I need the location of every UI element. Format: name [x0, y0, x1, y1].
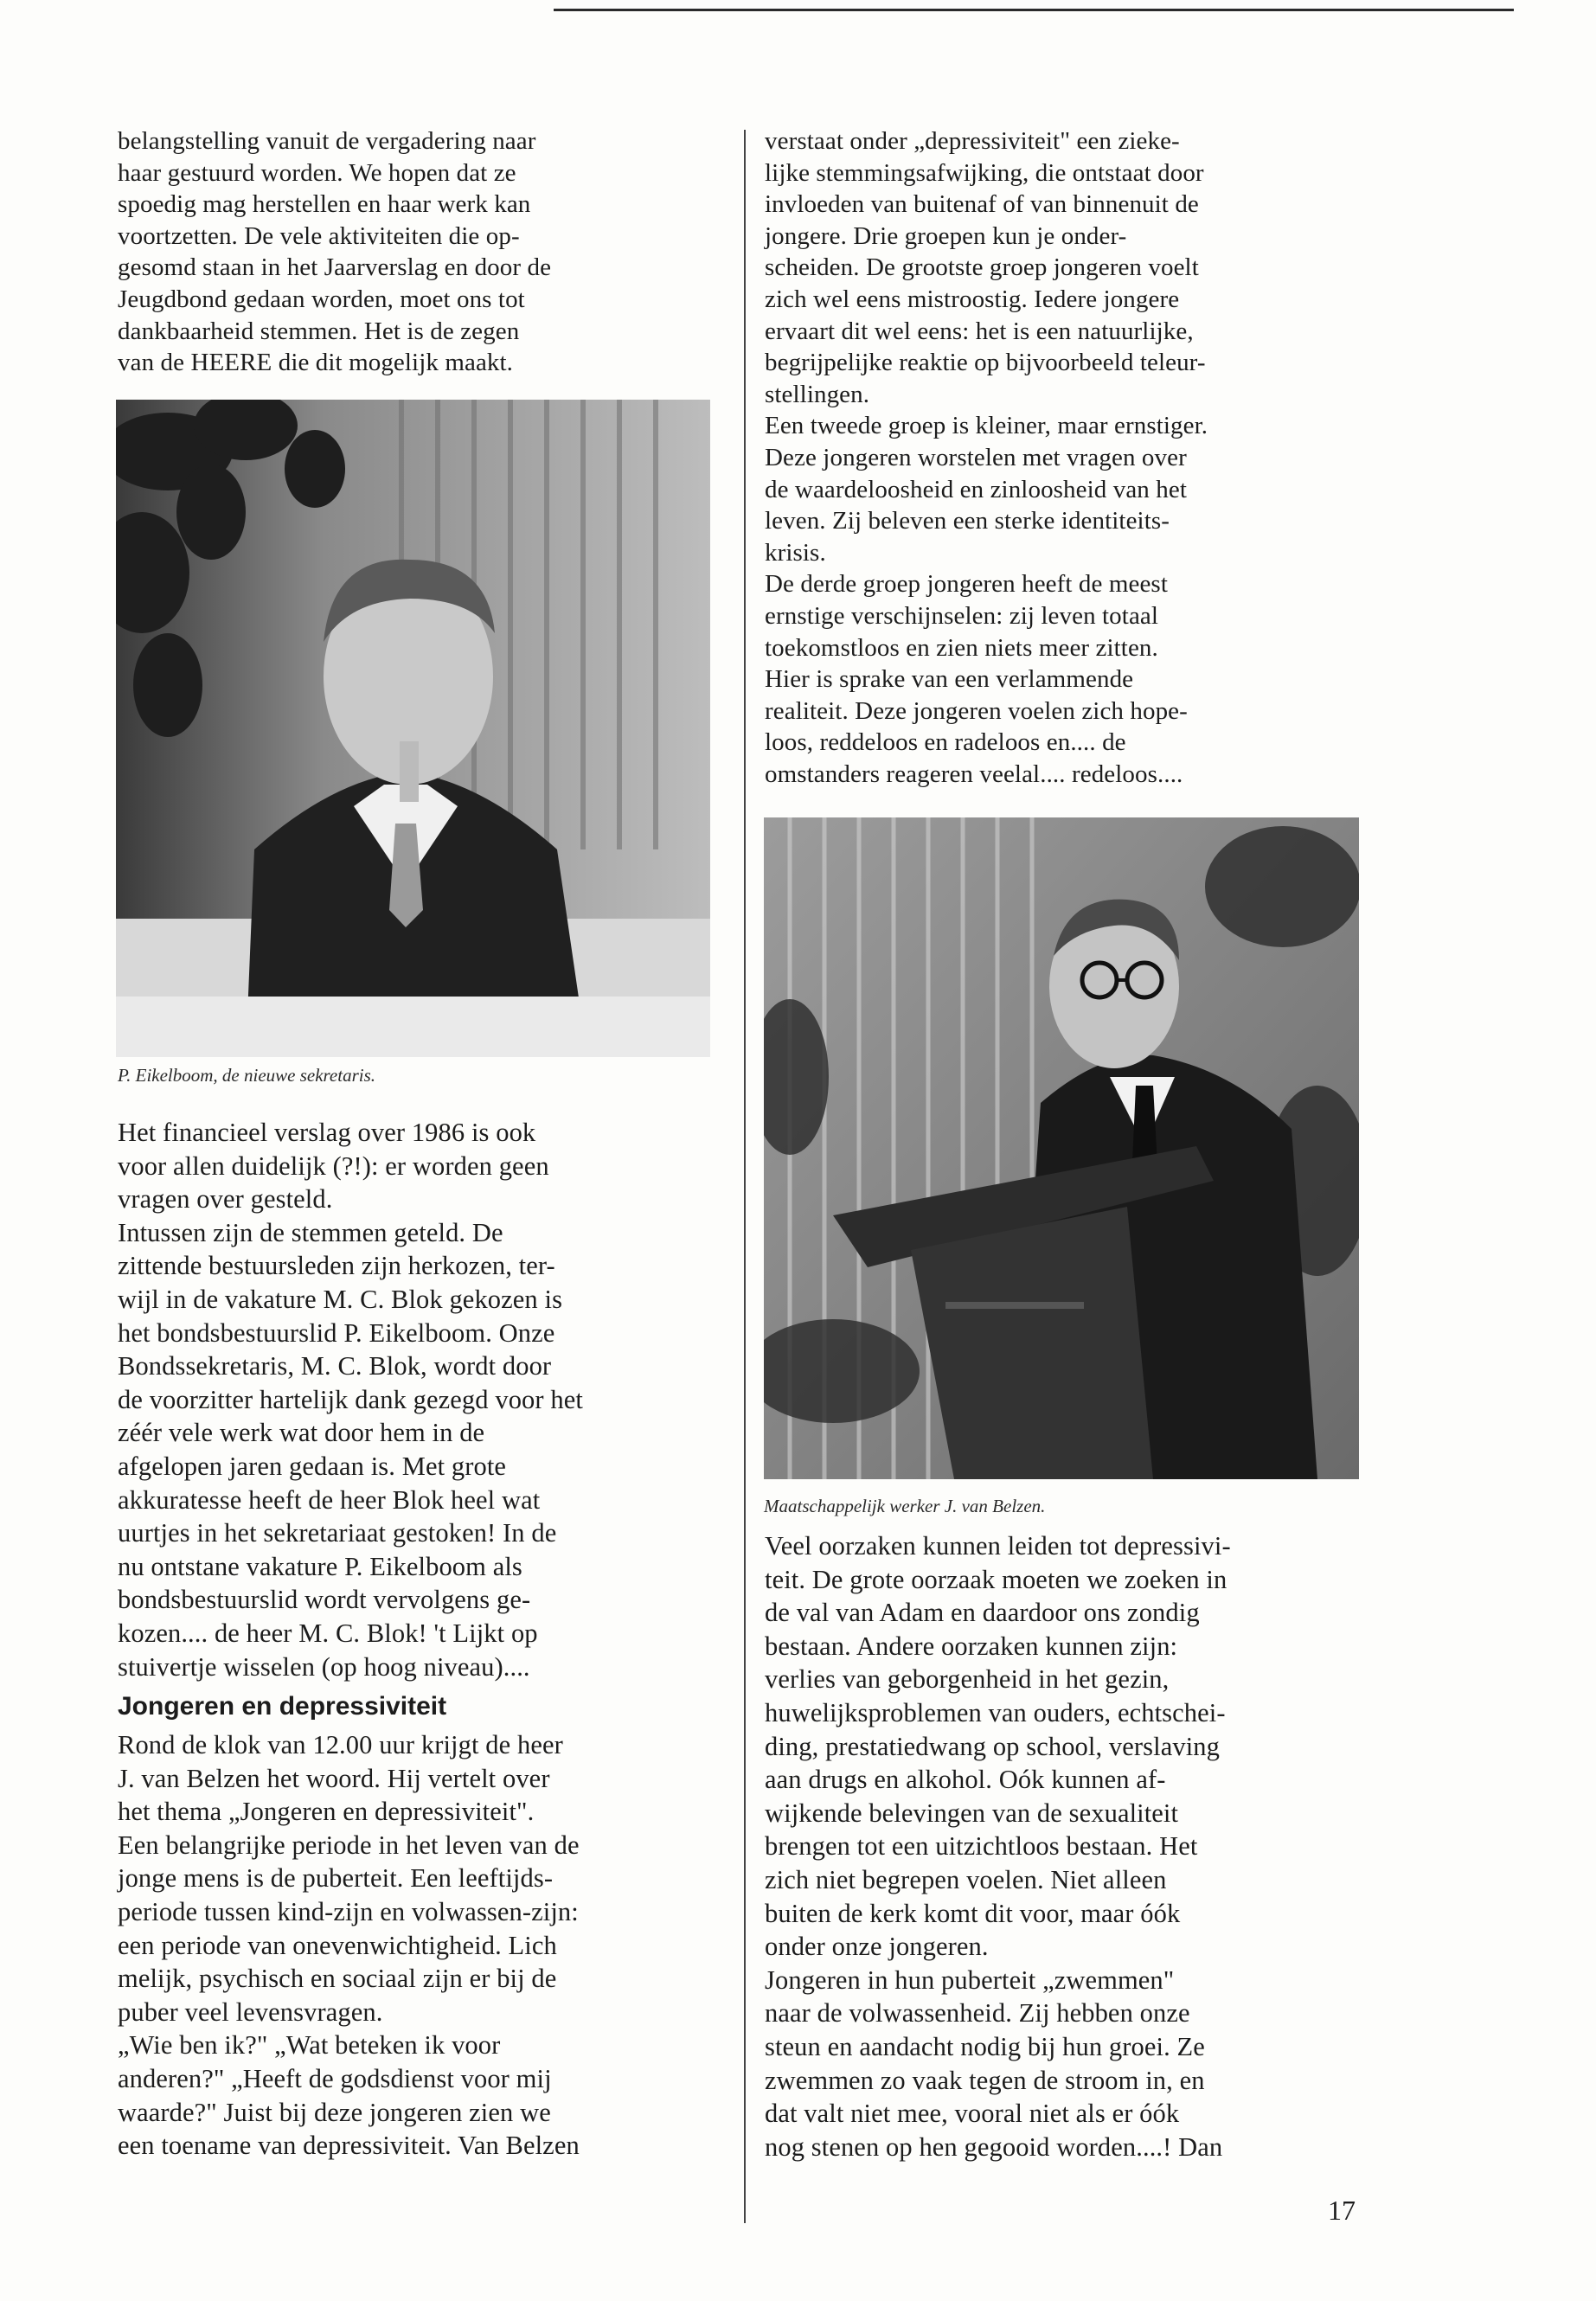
- photo-caption-van-belzen: Maatschappelijk werker J. van Belzen.: [764, 1496, 1046, 1516]
- left-paragraph-lecture: Rond de klok van 12.00 uur krijgt de heer J. van Belzen het woord. Hij vertelt over het thema „Jongeren en depressiviteit". Een belangrijke periode in het leven van de jonge mens is de puberteit. Een leeftijds- periode tussen kind-zijn en volwassen-zijn: een periode van onevenwichtigheid. Lich melijk, psychisch en sociaal zijn er bij de puber veel levensvragen. „Wie ben ik?" „Wat beteken ik voor anderen?" „Heeft de godsdienst voor mij waarde?" Juist bij deze jongeren zien we een toename van depressiviteit. Van Belzen: [118, 1730, 580, 2161]
- column-divider: [744, 130, 746, 2223]
- page-number: 17: [1328, 2195, 1356, 2226]
- top-rule: [554, 9, 1514, 11]
- photo-van-belzen-image: [764, 817, 1359, 1479]
- left-paragraph-financial: Het financieel verslag over 1986 is ook voor allen duidelijk (?!): er worden geen vragen over gesteld. Intussen zijn de stemmen geteld. De zittende bestuursleden zijn herkozen, ter- wijl in de vakature M. C. Blok gekozen is het bondsbestuurslid P. Eikelboom. Onze Bondssekretaris, M. C. Blok, wordt door de voorzitter hartelijk dank gezegd voor het zéér vele werk wat door hem in de afgelopen jaren gedaan is. Met grote akkuratesse heeft de heer Blok heel wat uurtjes in het sekretariaat gestoken! In de nu ontstane vakature P. Eikelboom als bondsbestuurslid wordt vervolgens ge- kozen.... de heer M. C. Blok! 't Lijkt op stuivertje wisselen (op hoog niveau)....: [118, 1118, 583, 1682]
- photo-eikelboom: [116, 400, 710, 1057]
- right-paragraph-causes: Veel oorzaken kunnen leiden tot depressivi- teit. De grote oorzaak moeten we zoeken in de val van Adam en daardoor ons zondig bestaan. Andere oorzaken kunnen zijn: verlies van geborgenheid in het gezin, huwelijksproblemen van ouders, echtschei- ding, prestatiedwang op school, verslaving aan drugs en alkohol. Oók kunnen af- wijkende belevingen van de sexualiteit brengen tot een uitzichtloos bestaan. Het zich niet begrepen voelen. Niet alleen buiten de kerk komt dit voor, maar óók onder onze jongeren. Jongeren in hun puberteit „zwemmen" naar de volwassenheid. Zij hebben onze steun en aandacht nodig bij hun groei. Ze zwemmen zo vaak tegen de stroom in, en dat valt niet mee, vooral niet als er óók nog stenen op hen gegooid worden....! Dan: [765, 1531, 1231, 2162]
- right-paragraph-definition: verstaat onder „depressiviteit" een zieke- lijke stemmingsafwijking, die ontstaat door invloeden van buitenaf of van binnenuit de jongere. Drie groepen kun je onder- scheiden. De grootste groep jongeren voelt zich wel eens mistroostig. Iedere jongere ervaart dit wel eens: het is een natuurlijke, begrijpelijke reaktie op bijvoorbeeld teleur- stellingen. Een tweede groep is kleiner, maar ernstiger. Deze jongeren worstelen met vragen over de waardeloosheid en zinloosheid van het leven. Zij beleven een sterke identiteits- krisis. De derde groep jongeren heeft de meest ernstige verschijnselen: zij leven totaal toekomstloos en zien niets meer zitten. Hier is sprake van een verlammende realiteit. Deze jongeren voelen zich hope- loos, reddeloos en radeloos en.... de omstanders reageren veelal.... redeloos....: [765, 127, 1208, 788]
- section-heading: Jongeren en depressiviteit: [118, 1692, 447, 1721]
- photo-van-belzen: [764, 817, 1359, 1479]
- left-paragraph-intro: belangstelling vanuit de vergadering naar haar gestuurd worden. We hopen dat ze spoedig mag herstellen en haar werk kan voortzetten. De vele aktiviteiten die op- gesomd staan in het Jaarverslag en door de Jeugdbond gedaan worden, moet ons tot dankbaarheid stemmen. Het is de zegen van de HEERE die dit mogelijk maakt.: [118, 127, 552, 377]
- photo-caption-eikelboom: P. Eikelboom, de nieuwe sekretaris.: [118, 1065, 376, 1086]
- photo-eikelboom-image: [116, 400, 710, 1057]
